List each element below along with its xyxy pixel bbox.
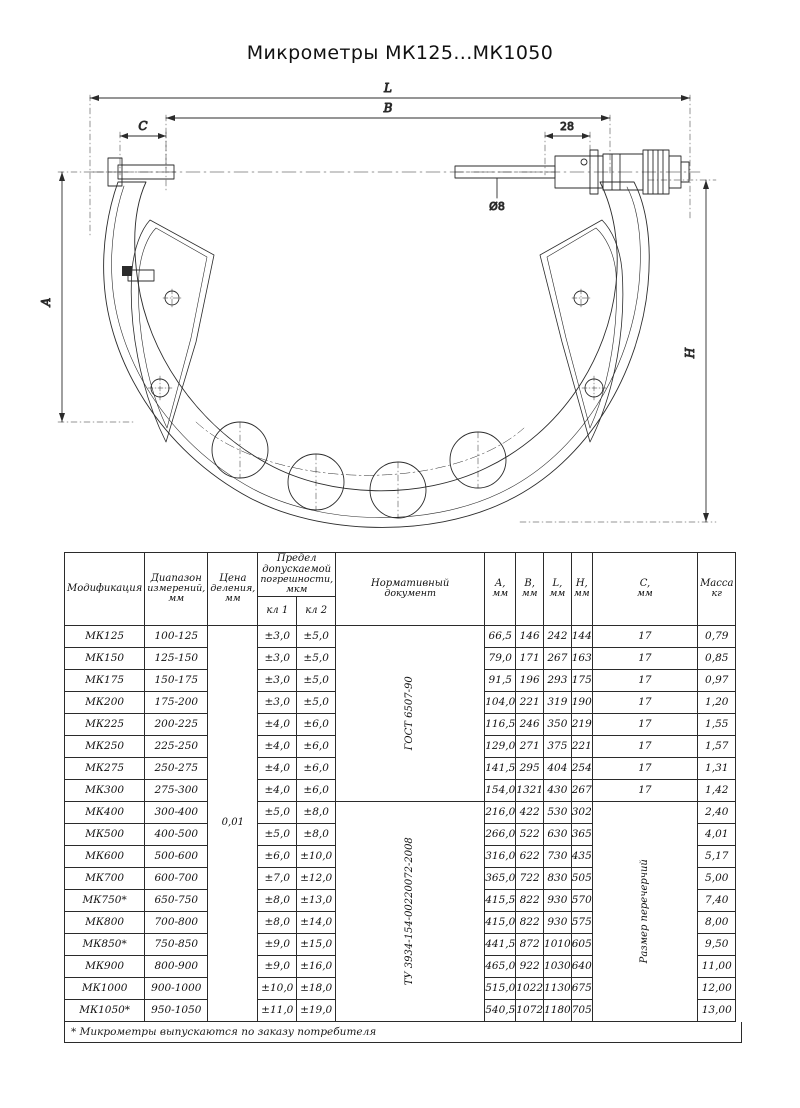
cell-C: 17 xyxy=(592,735,697,757)
cell-L: 930 xyxy=(544,889,572,911)
cell-k1: ±3,0 xyxy=(258,691,297,713)
cell-model: МК400 xyxy=(65,801,145,823)
cell-H: 302 xyxy=(571,801,592,823)
spec-table-body xyxy=(65,625,736,1021)
cell-mass: 1,42 xyxy=(698,779,736,801)
cell-B: 922 xyxy=(516,955,544,977)
dim-28: 28 xyxy=(560,120,574,133)
cell-A: 91,5 xyxy=(485,669,516,691)
cell-B: 822 xyxy=(516,889,544,911)
cell-A: 415,5 xyxy=(485,889,516,911)
cell-mass: 1,20 xyxy=(698,691,736,713)
cell-A: 66,5 xyxy=(485,625,516,647)
cell-model: МК600 xyxy=(65,845,145,867)
cell-mass: 1,57 xyxy=(698,735,736,757)
cell-C: 17 xyxy=(592,713,697,735)
cell-B: 295 xyxy=(516,757,544,779)
cell-k1: ±7,0 xyxy=(258,867,297,889)
cell-L: 375 xyxy=(544,735,572,757)
cell-model: МК175 xyxy=(65,669,145,691)
cell-standard-tu: ТУ 3934-154-00220072-2008 xyxy=(336,801,485,1021)
cell-mass: 0,97 xyxy=(698,669,736,691)
col-H: H, мм xyxy=(571,553,592,626)
cell-B: 422 xyxy=(516,801,544,823)
cell-A: 540,5 xyxy=(485,999,516,1021)
cell-k1: ±3,0 xyxy=(258,625,297,647)
spec-table-head xyxy=(65,553,736,626)
cell-L: 350 xyxy=(544,713,572,735)
cell-model: МК500 xyxy=(65,823,145,845)
cell-mass: 1,55 xyxy=(698,713,736,735)
cell-C: 17 xyxy=(592,757,697,779)
cell-A: 515,0 xyxy=(485,977,516,999)
cell-range: 650-750 xyxy=(145,889,208,911)
cell-model: МК150 xyxy=(65,647,145,669)
cell-H: 163 xyxy=(571,647,592,669)
cell-range: 800-900 xyxy=(145,955,208,977)
cell-B: 872 xyxy=(516,933,544,955)
cell-mass: 7,40 xyxy=(698,889,736,911)
cell-k2: ±15,0 xyxy=(297,933,336,955)
cell-mass: 5,00 xyxy=(698,867,736,889)
cell-division-merged: 0,01 xyxy=(208,625,258,1021)
dim-H: H xyxy=(683,347,697,359)
col-model: Модификация xyxy=(65,553,145,626)
cell-k1: ±11,0 xyxy=(258,999,297,1021)
cell-range: 175-200 xyxy=(145,691,208,713)
cell-k1: ±10,0 xyxy=(258,977,297,999)
cell-H: 254 xyxy=(571,757,592,779)
cell-L: 930 xyxy=(544,911,572,933)
cell-B: 196 xyxy=(516,669,544,691)
cell-standard-gost: ГОСТ 6507-90 xyxy=(336,625,485,801)
cell-k1: ±4,0 xyxy=(258,713,297,735)
cell-k1: ±5,0 xyxy=(258,801,297,823)
cell-k2: ±6,0 xyxy=(297,735,336,757)
cell-C: 17 xyxy=(592,625,697,647)
cell-k1: ±8,0 xyxy=(258,911,297,933)
cell-A: 316,0 xyxy=(485,845,516,867)
col-B: B, мм xyxy=(516,553,544,626)
cell-mass: 12,00 xyxy=(698,977,736,999)
col-standard: Нормативный документ xyxy=(336,553,485,626)
cell-B: 1321 xyxy=(516,779,544,801)
cell-model: МК850* xyxy=(65,933,145,955)
cell-mass: 4,01 xyxy=(698,823,736,845)
cell-C: 17 xyxy=(592,691,697,713)
cell-A: 465,0 xyxy=(485,955,516,977)
cell-B: 271 xyxy=(516,735,544,757)
col-class-1: кл 1 xyxy=(258,596,297,625)
cell-B: 171 xyxy=(516,647,544,669)
cell-C: 17 xyxy=(592,669,697,691)
cell-A: 116,5 xyxy=(485,713,516,735)
cell-L: 830 xyxy=(544,867,572,889)
cell-B: 822 xyxy=(516,911,544,933)
cell-range: 500-600 xyxy=(145,845,208,867)
cell-k2: ±10,0 xyxy=(297,845,336,867)
cell-k2: ±13,0 xyxy=(297,889,336,911)
cell-size-note: Размер перечерчий xyxy=(592,801,697,1021)
cell-A: 441,5 xyxy=(485,933,516,955)
cell-H: 144 xyxy=(571,625,592,647)
cell-L: 430 xyxy=(544,779,572,801)
cell-L: 1030 xyxy=(544,955,572,977)
cell-A: 216,0 xyxy=(485,801,516,823)
cell-mass: 9,50 xyxy=(698,933,736,955)
cell-A: 104,0 xyxy=(485,691,516,713)
cell-k1: ±9,0 xyxy=(258,933,297,955)
cell-k2: ±14,0 xyxy=(297,911,336,933)
page-title: Микрометры МК125...МК1050 xyxy=(246,42,554,64)
cell-k2: ±5,0 xyxy=(297,669,336,691)
cell-H: 505 xyxy=(571,867,592,889)
cell-H: 219 xyxy=(571,713,592,735)
cell-model: МК300 xyxy=(65,779,145,801)
cell-k1: ±8,0 xyxy=(258,889,297,911)
cell-range: 225-250 xyxy=(145,735,208,757)
cell-H: 570 xyxy=(571,889,592,911)
cell-model: МК1050* xyxy=(65,999,145,1021)
cell-L: 1010 xyxy=(544,933,572,955)
cell-L: 630 xyxy=(544,823,572,845)
cell-model: МК125 xyxy=(65,625,145,647)
cell-L: 1180 xyxy=(544,999,572,1021)
cell-k1: ±4,0 xyxy=(258,757,297,779)
cell-range: 125-150 xyxy=(145,647,208,669)
cell-range: 300-400 xyxy=(145,801,208,823)
cell-L: 1130 xyxy=(544,977,572,999)
cell-model: МК750* xyxy=(65,889,145,911)
micrometer-drawing xyxy=(0,70,800,540)
cell-k2: ±5,0 xyxy=(297,625,336,647)
cell-L: 242 xyxy=(544,625,572,647)
table-row[interactable] xyxy=(65,625,736,647)
cell-H: 705 xyxy=(571,999,592,1021)
cell-H: 605 xyxy=(571,933,592,955)
col-class-2: кл 2 xyxy=(297,596,336,625)
cell-k2: ±18,0 xyxy=(297,977,336,999)
cell-k1: ±6,0 xyxy=(258,845,297,867)
cell-range: 275-300 xyxy=(145,779,208,801)
col-A: A, мм xyxy=(485,553,516,626)
col-error-group: Предел допускаемой погрешности, мкм xyxy=(258,553,336,597)
cell-range: 200-225 xyxy=(145,713,208,735)
cell-model: МК250 xyxy=(65,735,145,757)
spec-table xyxy=(64,552,736,1022)
cell-H: 640 xyxy=(571,955,592,977)
cell-model: МК200 xyxy=(65,691,145,713)
cell-k2: ±5,0 xyxy=(297,647,336,669)
cell-range: 950-1050 xyxy=(145,999,208,1021)
cell-H: 267 xyxy=(571,779,592,801)
cell-model: МК900 xyxy=(65,955,145,977)
cell-k2: ±8,0 xyxy=(297,823,336,845)
cell-k1: ±4,0 xyxy=(258,735,297,757)
cell-k2: ±6,0 xyxy=(297,713,336,735)
cell-k1: ±3,0 xyxy=(258,647,297,669)
cell-mass: 8,00 xyxy=(698,911,736,933)
cell-mass: 13,00 xyxy=(698,999,736,1021)
cell-A: 365,0 xyxy=(485,867,516,889)
cell-range: 750-850 xyxy=(145,933,208,955)
cell-H: 575 xyxy=(571,911,592,933)
cell-k2: ±19,0 xyxy=(297,999,336,1021)
cell-k2: ±6,0 xyxy=(297,779,336,801)
cell-k2: ±6,0 xyxy=(297,757,336,779)
col-range: Диапазон измерений, мм xyxy=(145,553,208,626)
cell-A: 129,0 xyxy=(485,735,516,757)
cell-A: 154,0 xyxy=(485,779,516,801)
cell-mass: 2,40 xyxy=(698,801,736,823)
cell-L: 530 xyxy=(544,801,572,823)
cell-range: 900-1000 xyxy=(145,977,208,999)
cell-B: 622 xyxy=(516,845,544,867)
cell-range: 400-500 xyxy=(145,823,208,845)
dim-A: A xyxy=(39,297,53,307)
cell-model: МК800 xyxy=(65,911,145,933)
cell-B: 146 xyxy=(516,625,544,647)
cell-model: МК1000 xyxy=(65,977,145,999)
cell-B: 1072 xyxy=(516,999,544,1021)
table-footnote: * Микрометры выпускаются по заказу потребителя xyxy=(64,1022,742,1043)
cell-L: 293 xyxy=(544,669,572,691)
cell-k2: ±8,0 xyxy=(297,801,336,823)
cell-range: 250-275 xyxy=(145,757,208,779)
cell-model: МК275 xyxy=(65,757,145,779)
cell-mass: 0,85 xyxy=(698,647,736,669)
cell-k1: ±4,0 xyxy=(258,779,297,801)
dim-L-top: L xyxy=(384,81,392,95)
cell-k1: ±9,0 xyxy=(258,955,297,977)
cell-H: 365 xyxy=(571,823,592,845)
cell-A: 266,0 xyxy=(485,823,516,845)
dim-B: B xyxy=(383,101,393,115)
cell-k1: ±3,0 xyxy=(258,669,297,691)
cell-B: 722 xyxy=(516,867,544,889)
cell-range: 100-125 xyxy=(145,625,208,647)
cell-H: 675 xyxy=(571,977,592,999)
cell-H: 435 xyxy=(571,845,592,867)
cell-A: 79,0 xyxy=(485,647,516,669)
cell-A: 415,0 xyxy=(485,911,516,933)
cell-L: 267 xyxy=(544,647,572,669)
col-division: Цена деления, мм xyxy=(208,553,258,626)
cell-range: 700-800 xyxy=(145,911,208,933)
cell-k2: ±12,0 xyxy=(297,867,336,889)
col-C: C, мм xyxy=(592,553,697,626)
cell-B: 246 xyxy=(516,713,544,735)
cell-H: 221 xyxy=(571,735,592,757)
col-mass: Масса кг xyxy=(698,553,736,626)
cell-mass: 0,79 xyxy=(698,625,736,647)
cell-L: 319 xyxy=(544,691,572,713)
cell-mass: 1,31 xyxy=(698,757,736,779)
cell-model: МК700 xyxy=(65,867,145,889)
cell-C: 17 xyxy=(592,779,697,801)
cell-k2: ±16,0 xyxy=(297,955,336,977)
cell-k2: ±5,0 xyxy=(297,691,336,713)
dim-phi8: Ø8 xyxy=(489,200,505,213)
dim-C: C xyxy=(138,119,148,133)
cell-H: 175 xyxy=(571,669,592,691)
cell-B: 221 xyxy=(516,691,544,713)
cell-A: 141,5 xyxy=(485,757,516,779)
cell-k1: ±5,0 xyxy=(258,823,297,845)
cell-mass: 11,00 xyxy=(698,955,736,977)
table-row[interactable] xyxy=(65,801,736,823)
cell-L: 404 xyxy=(544,757,572,779)
cell-C: 17 xyxy=(592,647,697,669)
cell-H: 190 xyxy=(571,691,592,713)
cell-B: 1022 xyxy=(516,977,544,999)
cell-range: 600-700 xyxy=(145,867,208,889)
cell-range: 150-175 xyxy=(145,669,208,691)
spec-table-wrapper xyxy=(64,552,736,1043)
cell-model: МК225 xyxy=(65,713,145,735)
cell-L: 730 xyxy=(544,845,572,867)
cell-B: 522 xyxy=(516,823,544,845)
cell-mass: 5,17 xyxy=(698,845,736,867)
col-L: L, мм xyxy=(544,553,572,626)
